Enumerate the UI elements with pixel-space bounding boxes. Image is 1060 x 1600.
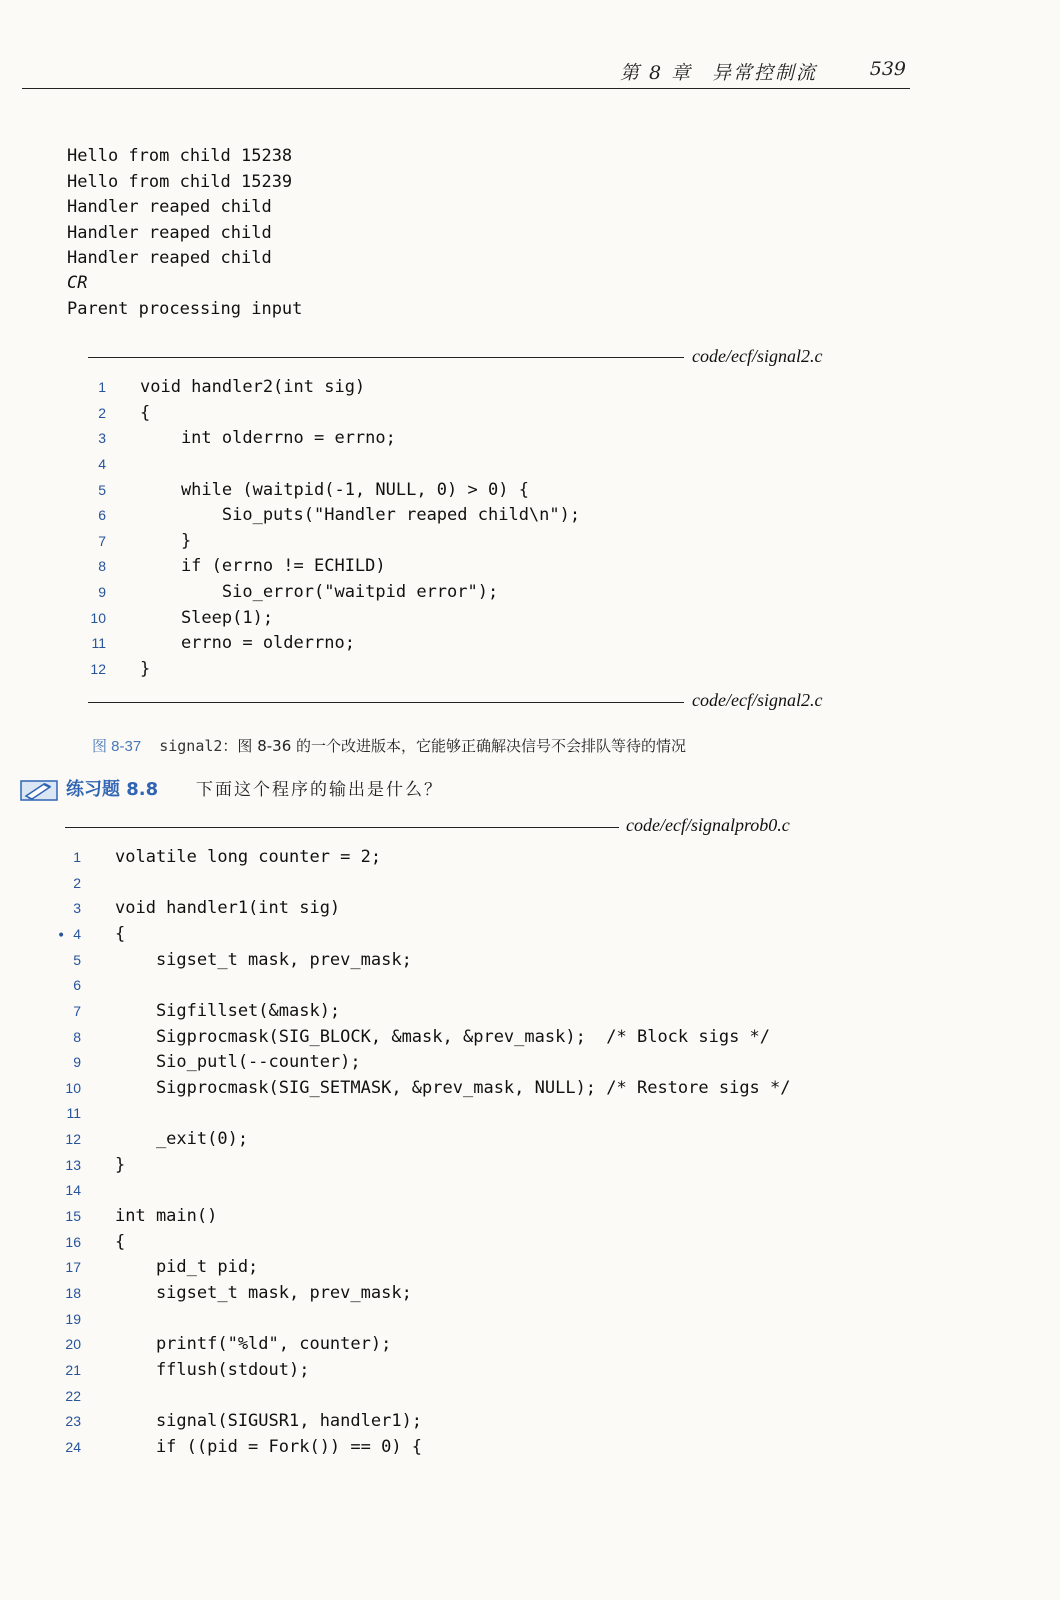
line-number: 12: [90, 661, 106, 677]
code-line: Sio_putl(--counter);: [115, 1052, 361, 1072]
output-line: Parent processing input: [67, 299, 303, 319]
code-line: {: [115, 1232, 126, 1252]
line-number: 13: [65, 1157, 81, 1173]
output-line: Hello from child 15239: [67, 172, 293, 192]
code-line: volatile long counter = 2;: [115, 847, 382, 867]
code-line: int main(): [115, 1206, 218, 1226]
running-header: [620, 58, 906, 86]
listing1-bottom-rule: [88, 702, 684, 703]
line-number: 24: [65, 1439, 81, 1455]
margin-dot-marker: •: [57, 928, 66, 944]
line-number: 7: [73, 1003, 81, 1019]
code-line: sigset_t mask, prev_mask;: [115, 1283, 412, 1303]
line-number: 22: [65, 1388, 81, 1404]
code-line: errno = olderrno;: [140, 633, 355, 653]
line-number: 8: [98, 558, 106, 574]
line-number: 19: [65, 1311, 81, 1327]
line-number: 11: [91, 635, 106, 651]
pencil-icon: [20, 778, 58, 802]
code-line: }: [140, 531, 192, 551]
line-number: 14: [65, 1182, 81, 1198]
output-line: Handler reaped child: [67, 223, 272, 243]
code-line: if ((pid = Fork()) == 0) {: [115, 1437, 423, 1457]
line-number: 8: [73, 1029, 81, 1045]
listing1-filename-top: code/ecf/signal2.c: [692, 346, 823, 366]
code-line: Sigfillset(&mask);: [115, 1001, 341, 1021]
line-number: 6: [98, 507, 106, 523]
output-line: Hello from child 15238: [67, 146, 293, 166]
line-number: 12: [65, 1131, 81, 1147]
code-line: Sio_error("waitpid error");: [140, 582, 499, 602]
code-line: {: [115, 924, 126, 944]
line-number: 4: [98, 456, 106, 472]
code-line: Sigprocmask(SIG_BLOCK, &mask, &prev_mask); /* Block sigs */: [115, 1027, 771, 1047]
page-number: 539: [869, 58, 906, 80]
chapter-title: 异常控制流: [712, 62, 818, 84]
line-number: 10: [90, 610, 106, 626]
code-line: if (errno != ECHILD): [140, 556, 386, 576]
line-number: 17: [65, 1259, 81, 1275]
line-number: 15: [65, 1208, 81, 1224]
code-line: Sigprocmask(SIG_SETMASK, &prev_mask, NULL); /* Restore sigs */: [115, 1078, 791, 1098]
line-number: 5: [73, 952, 81, 968]
listing2-top-rule: [65, 827, 619, 828]
line-number: 7: [98, 533, 106, 549]
code-line: printf("%ld", counter);: [115, 1334, 392, 1354]
line-number: 3: [98, 430, 106, 446]
caption-filename: signal2: [159, 737, 223, 755]
line-number: 2: [98, 405, 106, 421]
header-rule: [22, 88, 910, 89]
code-line: signal(SIGUSR1, handler1);: [115, 1411, 423, 1431]
line-number: 10: [65, 1080, 81, 1096]
line-number: 1: [98, 379, 106, 395]
line-number: 9: [73, 1054, 81, 1070]
line-number: 11: [66, 1105, 81, 1121]
caption-text: ：图 8-36 的一个改进版本，它能够正确解决信号不会排队等待的情况: [222, 737, 687, 755]
code-line: }: [115, 1155, 126, 1175]
listing2-filename-top: code/ecf/signalprob0.c: [626, 815, 790, 835]
code-line: fflush(stdout);: [115, 1360, 310, 1380]
exercise-label: 练习题 8.8: [66, 779, 159, 800]
line-number: 3: [73, 900, 81, 916]
line-number: 5: [98, 482, 106, 498]
line-number: 16: [65, 1234, 81, 1250]
line-number: 23: [65, 1413, 81, 1429]
exercise-question: 下面这个程序的输出是什么？: [196, 780, 443, 800]
line-number: 21: [65, 1362, 81, 1378]
output-line: CR: [67, 273, 88, 293]
figure-caption: [92, 734, 686, 758]
code-line: pid_t pid;: [115, 1257, 259, 1277]
figure-number: 图 8-37: [92, 738, 142, 755]
line-number: 6: [73, 977, 81, 993]
code-line: Sio_puts("Handler reaped child\n");: [140, 505, 581, 525]
listing1-filename-bottom: code/ecf/signal2.c: [692, 690, 823, 710]
line-number: 9: [98, 584, 106, 600]
code-line: {: [140, 403, 151, 423]
output-line: Handler reaped child: [67, 248, 272, 268]
code-line: }: [140, 659, 151, 679]
code-line: int olderrno = errno;: [140, 428, 396, 448]
code-line: _exit(0);: [115, 1129, 249, 1149]
code-line: void handler1(int sig): [115, 898, 341, 918]
code-line: Sleep(1);: [140, 608, 274, 628]
listing1-top-rule: [88, 357, 684, 358]
code-line: sigset_t mask, prev_mask;: [115, 950, 412, 970]
line-number: 18: [65, 1285, 81, 1301]
chapter-number: 第 8 章: [620, 62, 693, 84]
line-number: 4: [73, 926, 81, 942]
line-number: 2: [73, 875, 81, 891]
line-number: 20: [65, 1336, 81, 1352]
code-line: void handler2(int sig): [140, 377, 366, 397]
output-line: Handler reaped child: [67, 197, 272, 217]
code-line: while (waitpid(-1, NULL, 0) > 0) {: [140, 480, 529, 500]
line-number: 1: [73, 849, 81, 865]
